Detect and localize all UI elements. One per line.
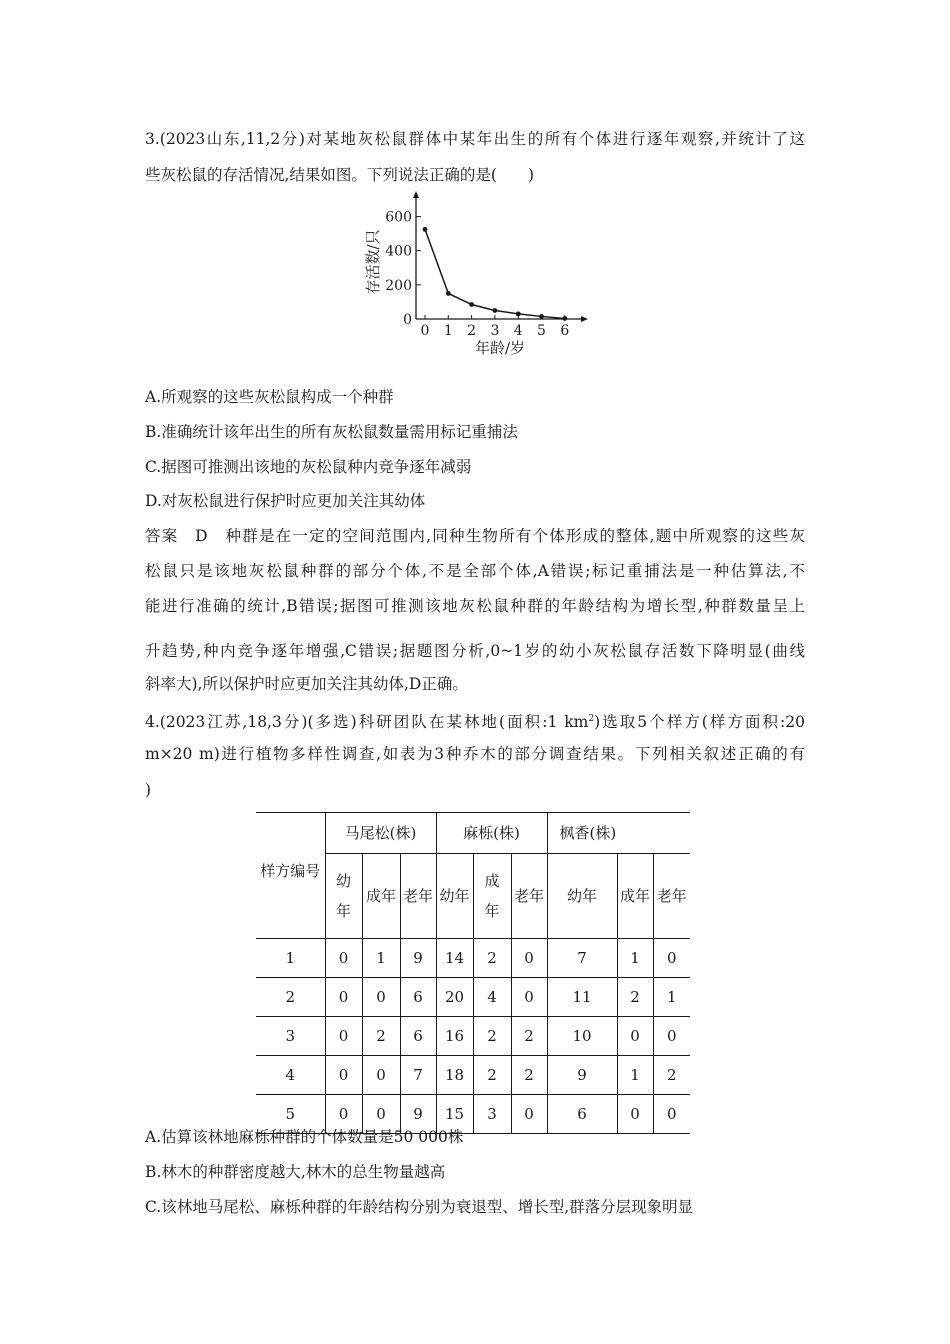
table-row (256, 1017, 690, 1056)
q4-stem-line-1-post: )选取5个样方(样方面积:20 (594, 713, 806, 732)
table-cell: 1 (653, 978, 690, 1017)
header-age-young: 幼年 (547, 853, 617, 938)
q3-answer-line-2: 松鼠只是该地灰松鼠种群的部分个体,不是全部个体,A错误;标记重捕法是一种估算法,不 (145, 562, 805, 580)
q3-answer-line-1: 答案 D 种群是在一定的空间范围内,同种生物所有个体形成的整体,题中所观察的这些灰 (145, 527, 805, 545)
header-age-adult (473, 853, 511, 938)
data-point (423, 227, 428, 232)
chart-marks (423, 227, 568, 321)
q3-option-b: B.准确统计该年出生的所有灰松鼠数量需用标记重捕法 (145, 423, 518, 441)
header-species-sawtooth-oak: 麻栎(株) (436, 813, 547, 854)
x-tick-label: 1 (443, 323, 453, 339)
header-species-masson-pine: 马尾松(株) (325, 813, 436, 854)
q3-answer-line-4: 升趋势,种内竞争逐年增强,C错误;据题图分析,0~1岁的幼小灰松鼠存活数下降明显(曲线 (145, 642, 805, 660)
table-cell: 20 (436, 978, 473, 1017)
table-cell: 4 (473, 978, 511, 1017)
table-cell: 1 (362, 939, 400, 978)
table-cell: 7 (547, 939, 617, 978)
table-cell: 2 (473, 1056, 511, 1095)
q3-answer-line-5: 斜率大),所以保护时应更加关注其幼体,D正确。 (145, 675, 468, 693)
table-cell: 0 (511, 978, 547, 1017)
x-tick-label: 3 (490, 323, 500, 339)
table-cell: 0 (617, 1095, 653, 1134)
header-age-adult: 成年 (362, 853, 400, 938)
table-cell: 2 (511, 1017, 547, 1056)
data-point (562, 316, 567, 321)
q3-option-a: A.所观察的这些灰松鼠构成一个种群 (145, 388, 394, 406)
table-cell: 7 (400, 1056, 436, 1095)
table-cell: 1 (256, 939, 325, 978)
data-point (446, 291, 451, 296)
table-cell: 14 (436, 939, 473, 978)
table-cell: 4 (256, 1056, 325, 1095)
q4-stem-line-2: m×20 m)进行植物多样性调查,如表为3种乔木的部分调查结果。下列相关叙述正确的有 (145, 745, 805, 763)
header-age-young-char1: 幼 (335, 871, 351, 890)
chart-axes (364, 191, 588, 357)
survey-table (256, 812, 690, 1134)
table-cell: 2 (362, 1017, 400, 1056)
table-cell: 6 (547, 1095, 617, 1134)
table-cell: 0 (653, 1095, 690, 1134)
table-cell: 9 (400, 939, 436, 978)
table-cell: 2 (256, 978, 325, 1017)
y-axis-label: 存活数/只 (364, 229, 382, 295)
y-axis-arrow (413, 191, 419, 198)
table-cell: 0 (511, 939, 547, 978)
table-cell: 2 (617, 978, 653, 1017)
data-point (469, 302, 474, 307)
table-cell: 0 (362, 1095, 400, 1134)
table-cell: 0 (325, 1095, 362, 1134)
table-cell: 0 (362, 978, 400, 1017)
table-cell: 0 (362, 1056, 400, 1095)
header-age-young (325, 853, 362, 938)
x-tick-label: 6 (560, 323, 570, 339)
header-age-young: 幼年 (436, 853, 473, 938)
table-cell: 0 (325, 1056, 362, 1095)
q4-option-b: B.林木的种群密度越大,林木的总生物量越高 (145, 1163, 446, 1181)
q3-answer-line-3: 能进行准确的统计,B错误;据图可推测该地灰松鼠种群的年龄结构为增长型,种群数量呈上 (145, 597, 805, 615)
table-cell: 0 (325, 978, 362, 1017)
table-cell: 5 (256, 1095, 325, 1134)
table-cell: 6 (400, 978, 436, 1017)
y-tick-label: 600 (385, 209, 412, 226)
x-axis-label: 年龄/岁 (474, 339, 526, 357)
table-cell: 0 (325, 1017, 362, 1056)
header-age-young-char2: 年 (335, 901, 351, 920)
table-cell: 0 (653, 939, 690, 978)
table-cell: 6 (400, 1017, 436, 1056)
x-tick-label: 2 (467, 323, 477, 339)
data-point (539, 314, 544, 319)
y-tick-label: 400 (385, 243, 412, 260)
table-cell: 2 (653, 1056, 690, 1095)
table-cell: 9 (547, 1056, 617, 1095)
header-age-adult-char1: 成 (484, 871, 500, 890)
table-cell: 1 (617, 939, 653, 978)
q3-stem-line-1: 3.(2023山东,11,2分)对某地灰松鼠群体中某年出生的所有个体进行逐年观察,并统计了这 (145, 130, 805, 148)
data-point (493, 308, 498, 313)
header-age-adult-char2: 年 (484, 901, 500, 920)
table-row (256, 978, 690, 1017)
x-tick-label: 4 (513, 323, 523, 339)
table-cell: 0 (325, 939, 362, 978)
x-axis-arrow (581, 316, 588, 322)
table-cell: 15 (436, 1095, 473, 1134)
table-cell: 2 (473, 939, 511, 978)
table-cell: 0 (511, 1095, 547, 1134)
header-age-old: 老年 (511, 853, 547, 938)
q4-option-c: C.该林地马尾松、麻栎种群的年龄结构分别为衰退型、增长型,群落分层现象明显 (145, 1198, 694, 1216)
table-corner-header: 样方编号 (256, 813, 325, 939)
table-header-row-species (256, 813, 690, 854)
y-tick-label: 200 (385, 277, 412, 294)
table-cell: 2 (511, 1056, 547, 1095)
y-tick-label: 0 (403, 312, 412, 328)
survival-line (425, 229, 565, 318)
table-cell: 16 (436, 1017, 473, 1056)
q4-stem-line-3: ) (145, 781, 152, 799)
table-cell: 18 (436, 1056, 473, 1095)
header-age-old: 老年 (653, 853, 690, 938)
table-cell: 11 (547, 978, 617, 1017)
table-cell: 1 (617, 1056, 653, 1095)
x-tick-label: 5 (537, 323, 546, 339)
table-row (256, 939, 690, 978)
q3-stem-line-2: 些灰松鼠的存活情况,结果如图。下列说法正确的是( ) (145, 166, 535, 184)
q4-stem-superscript: 2 (588, 714, 595, 724)
table-cell: 3 (256, 1017, 325, 1056)
header-age-adult: 成年 (617, 853, 653, 938)
table-row (256, 1056, 690, 1095)
q4-stem-line-1-pre: 4.(2023江苏,18,3分)(多选)科研团队在某林地(面积:1 km (145, 713, 589, 732)
q3-option-c: C.据图可推测出该地的灰松鼠种内竞争逐年减弱 (145, 458, 472, 476)
header-species-sweetgum: 枫香(株) (547, 813, 690, 854)
table-cell: 0 (617, 1017, 653, 1056)
q4-stem-line-1 (145, 708, 805, 733)
x-tick-label: 0 (420, 323, 430, 339)
table-cell: 0 (653, 1017, 690, 1056)
header-age-old: 老年 (400, 853, 436, 938)
table-cell: 2 (473, 1017, 511, 1056)
table-cell: 10 (547, 1017, 617, 1056)
table-cell: 9 (400, 1095, 436, 1134)
data-point (516, 311, 521, 316)
q3-option-d: D.对灰松鼠进行保护时应更加关注其幼体 (145, 492, 426, 510)
q4-option-a: A.估算该林地麻栎种群的个体数量是50 000株 (145, 1128, 464, 1146)
table-cell: 3 (473, 1095, 511, 1134)
